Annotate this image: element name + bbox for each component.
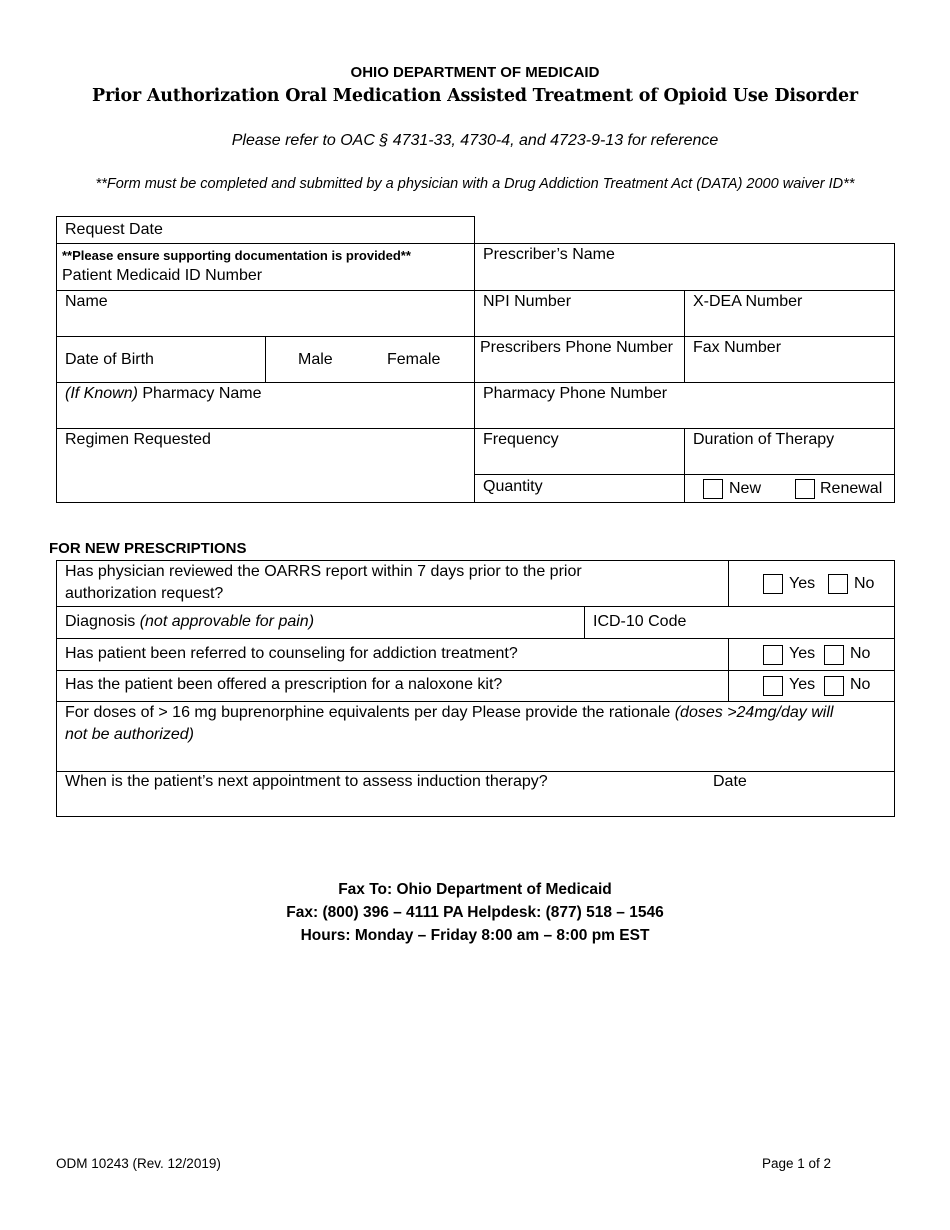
xdea-field[interactable] <box>684 290 895 337</box>
medicaid-id-field[interactable] <box>56 243 475 291</box>
fax-number-field[interactable] <box>684 336 895 383</box>
patient-name-field[interactable] <box>56 290 475 337</box>
appointment-date-label: Date <box>713 773 747 790</box>
agency-name: OHIO DEPARTMENT OF MEDICAID <box>350 64 600 81</box>
regimen-field[interactable] <box>56 428 475 503</box>
duration-label: Duration of Therapy <box>693 431 835 448</box>
oarrs-answer <box>728 560 895 607</box>
dose-rationale-text: For doses of > 16 mg buprenorphine equivalents per day Please provide the rationale <box>65 704 675 721</box>
icd10-field[interactable] <box>584 606 895 639</box>
diagnosis-field[interactable] <box>56 606 585 639</box>
prescriber-phone-field[interactable] <box>474 336 685 383</box>
request-date-label: Request Date <box>65 221 163 238</box>
naloxone-question-text: Has the patient been offered a prescription for a naloxone kit? <box>65 676 503 693</box>
quantity-label: Quantity <box>483 478 543 495</box>
quantity-field[interactable] <box>474 474 685 503</box>
renewal-checkbox[interactable] <box>795 479 815 499</box>
prescriber-name-field[interactable] <box>474 243 895 291</box>
patient-name-label: Name <box>65 293 108 310</box>
prescriber-phone-label: Prescribers Phone Number <box>480 339 673 356</box>
xdea-label: X-DEA Number <box>693 293 803 310</box>
frequency-field[interactable] <box>474 428 685 475</box>
counseling-no-checkbox[interactable] <box>824 645 844 665</box>
new-renewal-field <box>684 474 895 503</box>
duration-field[interactable] <box>684 428 895 475</box>
dob-label: Date of Birth <box>65 351 154 368</box>
hours-line: Hours: Monday – Friday 8:00 am – 8:00 pm EST <box>300 927 650 944</box>
npi-label: NPI Number <box>483 293 572 310</box>
pharmacy-name-field[interactable] <box>56 382 475 429</box>
appointment-question: When is the patient’s next appointment to assess induction therapy? <box>65 773 548 790</box>
female-option[interactable]: Female <box>387 351 441 368</box>
appointment-field[interactable] <box>56 771 895 817</box>
oarrs-no-checkbox[interactable] <box>828 574 848 594</box>
dose-rationale-field[interactable] <box>56 701 895 772</box>
naloxone-question <box>56 670 729 702</box>
naloxone-yes-label: Yes <box>789 676 816 693</box>
oarrs-yes-checkbox[interactable] <box>763 574 783 594</box>
gender-field[interactable] <box>265 336 475 383</box>
naloxone-no-label: No <box>850 676 871 693</box>
renewal-label: Renewal <box>820 480 883 497</box>
diagnosis-text: Diagnosis <box>65 613 140 630</box>
icd10-label: ICD-10 Code <box>593 613 687 630</box>
oarrs-question <box>56 560 729 607</box>
dose-rationale-line2: not be authorized) <box>65 726 194 743</box>
pharmacy-phone-field[interactable] <box>474 382 895 429</box>
fax-helpdesk-line: Fax: (800) 396 – 4111 PA Helpdesk: (877) 518 – 1546 <box>286 904 664 921</box>
oarrs-question-line2: authorization request? <box>65 585 224 602</box>
counseling-question-text: Has patient been referred to counseling for addiction treatment? <box>65 645 518 662</box>
pharmacy-phone-label: Pharmacy Phone Number <box>483 385 668 402</box>
oarrs-no-label: No <box>854 575 875 592</box>
counseling-yes-checkbox[interactable] <box>763 645 783 665</box>
pharmacy-name-label <box>65 385 262 403</box>
if-known-note: (If Known) <box>65 385 138 402</box>
npi-field[interactable] <box>474 290 685 337</box>
documentation-notice: **Please ensure supporting documentation is provided** <box>62 248 411 263</box>
oarrs-question-line1: Has physician reviewed the OARRS report within 7 days prior to the prior <box>65 563 582 580</box>
naloxone-answer <box>728 670 895 702</box>
new-prescriptions-heading: FOR NEW PRESCRIPTIONS <box>49 540 247 557</box>
page-number: Page 1 of 2 <box>762 1156 832 1171</box>
oarrs-yes-label: Yes <box>789 575 816 592</box>
waiver-notice: **Form must be completed and submitted by a physician with a Drug Addiction Treatment Act (DATA) 2000 waiver ID** <box>95 176 855 192</box>
dose-rationale-line1 <box>65 704 833 722</box>
pharmacy-name-text: Pharmacy Name <box>137 385 262 402</box>
fax-number-label: Fax Number <box>693 339 782 356</box>
counseling-no-label: No <box>850 645 871 662</box>
diagnosis-label <box>65 613 314 631</box>
frequency-label: Frequency <box>483 431 559 448</box>
medicaid-id-label: Patient Medicaid ID Number <box>62 267 263 284</box>
dose-limit-note: (doses >24mg/day will <box>674 704 834 721</box>
prescriber-name-label: Prescriber’s Name <box>483 246 615 263</box>
dob-field[interactable] <box>56 336 266 383</box>
regimen-label: Regimen Requested <box>65 431 211 448</box>
naloxone-no-checkbox[interactable] <box>824 676 844 696</box>
naloxone-yes-checkbox[interactable] <box>763 676 783 696</box>
counseling-question <box>56 638 729 671</box>
request-date-field[interactable] <box>56 216 475 244</box>
form-title: Prior Authorization Oral Medication Assisted Treatment of Opioid Use Disorder <box>92 86 858 106</box>
counseling-answer <box>728 638 895 671</box>
diagnosis-note: (not approvable for pain) <box>139 613 315 630</box>
new-checkbox[interactable] <box>703 479 723 499</box>
new-label: New <box>729 480 762 497</box>
counseling-yes-label: Yes <box>789 645 816 662</box>
fax-to: Fax To: Ohio Department of Medicaid <box>338 881 612 898</box>
male-option[interactable]: Male <box>298 351 333 368</box>
form-id: ODM 10243 (Rev. 12/2019) <box>56 1156 221 1171</box>
reference-note: Please refer to OAC § 4731-33, 4730-4, and 4723-9-13 for reference <box>231 132 719 149</box>
